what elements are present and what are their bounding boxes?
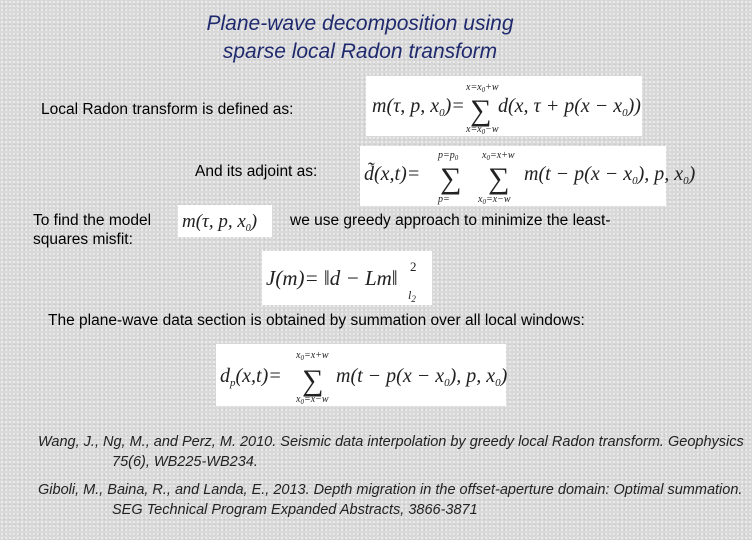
svg-text:m(τ, p, x0): m(τ, p, $x_0$) <box>182 211 258 234</box>
svg-text:m(t − p(x − x0), p, x0): $m(t - p(x - x_0)$, p, $x_0$) <box>336 365 508 389</box>
svg-text:d(x, τ + p(x − x0)): d(x, $\tau + p(x - x_0)$) <box>498 95 641 119</box>
svg-text:∑: ∑ <box>440 162 462 195</box>
reference-wang: Wang, J., Ng, M., and Perz, M. 2010. Seismic data interpolation by greedy local Radon transform. Geophysics 75(6), WB225-WB234. <box>38 434 744 470</box>
plane-wave-label: The plane-wave data section is obtained by summation over all local windows: <box>48 312 585 329</box>
local-radon-label: Local Radon transform is defined as: <box>41 101 294 118</box>
reference-giboli: Giboli, M., Baina, R., and Landa, E., 2013. Depth migration in the offset-aperture domain: Optimal summation. SEG Technical Program Expanded Abstracts, 3866-3871 <box>38 482 743 518</box>
svg-text:J(m)= ‖d − Lm‖: J(m)= ‖d − Lm‖ <box>266 266 398 290</box>
adjoint-label: And its adjoint as: <box>195 163 318 180</box>
title-line-1: Plane-wave decomposition using <box>206 12 514 35</box>
adjoint-formula <box>360 146 696 206</box>
svg-text:p=p0: $p=p_0$ <box>438 150 459 162</box>
svg-text:x=x0−w: $x=x_0-w$ <box>466 124 499 136</box>
svg-text:x0=x+w: $x_0=x+w$ <box>296 350 329 362</box>
svg-text:m(τ, p, x0)=: m(τ, p, $x_0)=$ <box>372 95 465 119</box>
svg-text:2: 2 <box>410 259 417 274</box>
svg-text:x=x0+w: $x=x_0+w$ <box>466 82 499 94</box>
svg-text:∑: ∑ <box>488 162 510 195</box>
misfit-formula <box>262 251 432 305</box>
squares-misfit-label: squares misfit: <box>33 231 133 248</box>
find-model-label: To find the model <box>33 212 152 229</box>
svg-text:l2: $l_2$ <box>408 288 416 304</box>
svg-text:x0=x−w: $x_0=x-w$ <box>478 194 511 206</box>
svg-text:m(t − p(x − x0), p, x0): $m(t - p(x - x_0)$, p, $x_0$) <box>524 163 696 187</box>
svg-text:x0=x−w: $x_0=x-w$ <box>296 394 329 406</box>
page-title <box>0 10 720 66</box>
greedy-label: we use greedy approach to minimize the least- <box>290 212 611 229</box>
local-radon-formula <box>366 76 642 136</box>
title-line-2: sparse local Radon transform <box>222 40 498 63</box>
svg-text:x0=x+w: $x_0=x+w$ <box>482 150 515 162</box>
plane-wave-formula <box>216 344 506 406</box>
svg-text:p=: p= <box>438 194 450 205</box>
svg-text:dp(x,t)=: $d_p(x,t)=$ <box>220 365 282 389</box>
svg-text:∑: ∑ <box>470 94 492 127</box>
svg-text:∑: ∑ <box>302 364 324 397</box>
model-formula <box>178 205 272 237</box>
svg-text:d̃(x,t)=: d̃(x,t)= <box>364 163 421 185</box>
